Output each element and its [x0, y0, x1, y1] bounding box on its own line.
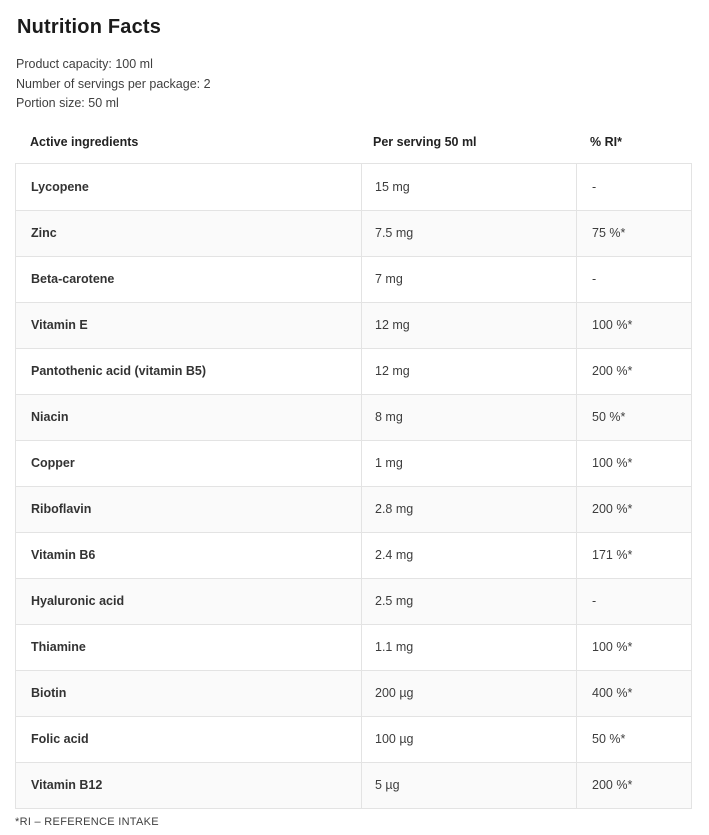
- table-row: [16, 394, 691, 440]
- ingredient-name-cell: Copper: [31, 456, 75, 471]
- reference-intake-footnote: *RI – REFERENCE INTAKE: [15, 815, 159, 828]
- table-row: [16, 302, 691, 348]
- reference-intake-cell: -: [576, 257, 693, 302]
- column-header-active-ingredients: Active ingredients: [30, 134, 139, 149]
- reference-intake-cell: 100 %*: [576, 441, 693, 486]
- table-row: [16, 164, 691, 210]
- reference-intake-cell: -: [576, 164, 693, 210]
- table-body: [15, 163, 692, 809]
- table-row: [16, 670, 691, 716]
- table-row: [16, 348, 691, 394]
- serving-amount-cell: 7 mg: [361, 257, 576, 302]
- serving-amount-cell: 1 mg: [361, 441, 576, 486]
- reference-intake-cell: 171 %*: [576, 533, 693, 578]
- reference-intake-cell: 75 %*: [576, 211, 693, 256]
- serving-amount-cell: 15 mg: [361, 164, 576, 210]
- product-meta: [16, 55, 694, 114]
- ingredient-name-cell: Thiamine: [31, 640, 86, 655]
- table-row: [16, 578, 691, 624]
- ingredient-name-cell: Lycopene: [31, 179, 89, 194]
- ingredient-name-cell: Hyaluronic acid: [31, 594, 125, 609]
- ingredient-name-cell: Pantothenic acid (vitamin B5): [31, 364, 207, 379]
- ingredient-name-cell: Riboflavin: [31, 502, 92, 517]
- column-header-per-serving: Per serving 50 ml: [373, 134, 477, 149]
- reference-intake-cell: 50 %*: [576, 717, 693, 762]
- table-row: [16, 256, 691, 302]
- ingredient-name-cell: Biotin: [31, 686, 67, 701]
- ingredient-name-cell: Vitamin B12: [31, 778, 103, 793]
- ingredient-name-cell: Folic acid: [31, 732, 89, 747]
- servings-per-package: Number of servings per package: 2: [16, 76, 211, 91]
- reference-intake-cell: 50 %*: [576, 395, 693, 440]
- reference-intake-cell: 200 %*: [576, 349, 693, 394]
- table-row: [16, 624, 691, 670]
- serving-amount-cell: 12 mg: [361, 303, 576, 348]
- table-row: [16, 762, 691, 808]
- column-header-ri: % RI*: [590, 134, 622, 149]
- serving-amount-cell: 2.8 mg: [361, 487, 576, 532]
- serving-amount-cell: 2.4 mg: [361, 533, 576, 578]
- serving-amount-cell: 2.5 mg: [361, 579, 576, 624]
- table-row: [16, 486, 691, 532]
- reference-intake-cell: 200 %*: [576, 487, 693, 532]
- table-row: [16, 532, 691, 578]
- serving-amount-cell: 5 µg: [361, 763, 576, 808]
- reference-intake-cell: -: [576, 579, 693, 624]
- serving-amount-cell: 12 mg: [361, 349, 576, 394]
- ingredient-name-cell: Vitamin B6: [31, 548, 96, 563]
- product-capacity: Product capacity: 100 ml: [16, 57, 153, 71]
- ingredient-name-cell: Vitamin E: [31, 318, 88, 333]
- reference-intake-cell: 400 %*: [576, 671, 693, 716]
- table-header-row: [15, 135, 694, 149]
- ingredient-name-cell: Niacin: [31, 410, 69, 425]
- portion-size: Portion size: 50 ml: [16, 96, 119, 111]
- serving-amount-cell: 200 µg: [361, 671, 576, 716]
- table-row: [16, 716, 691, 762]
- ingredient-name-cell: Beta-carotene: [31, 272, 115, 287]
- table-row: [16, 210, 691, 256]
- page-title: Nutrition Facts: [17, 16, 162, 38]
- serving-amount-cell: 8 mg: [361, 395, 576, 440]
- ingredient-name-cell: Zinc: [31, 226, 57, 241]
- serving-amount-cell: 1.1 mg: [361, 625, 576, 670]
- reference-intake-cell: 100 %*: [576, 303, 693, 348]
- reference-intake-cell: 100 %*: [576, 625, 693, 670]
- reference-intake-cell: 200 %*: [576, 763, 693, 808]
- serving-amount-cell: 100 µg: [361, 717, 576, 762]
- serving-amount-cell: 7.5 mg: [361, 211, 576, 256]
- table-row: [16, 440, 691, 486]
